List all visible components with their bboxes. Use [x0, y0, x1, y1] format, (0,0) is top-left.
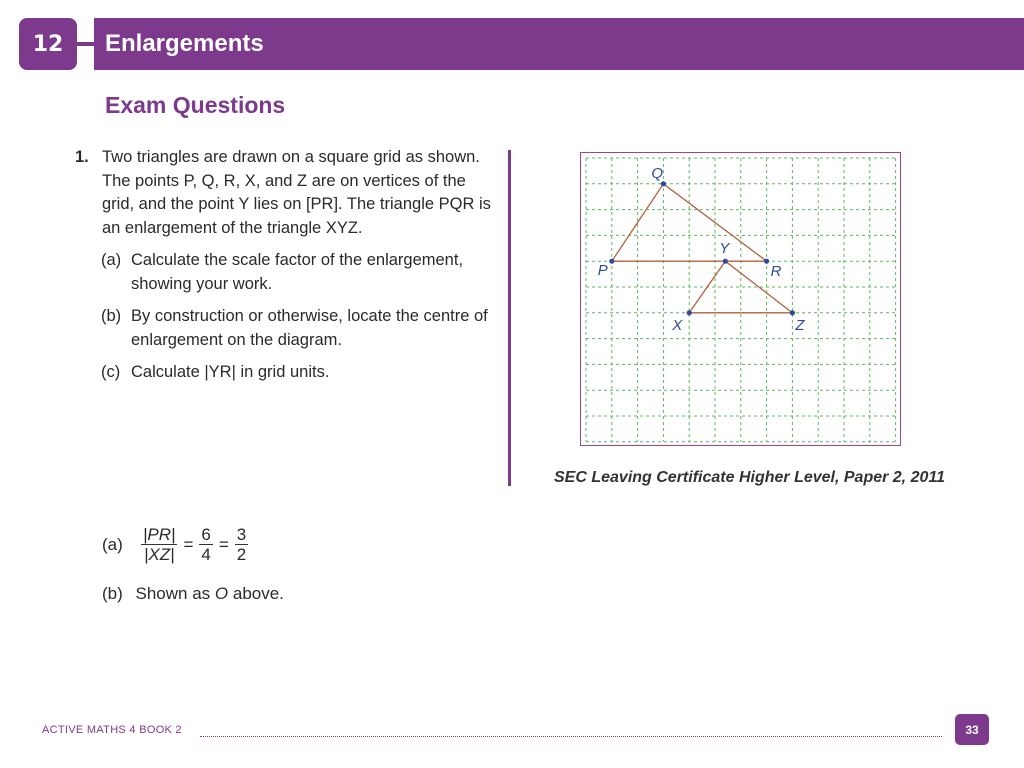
chapter-title-bar [94, 18, 1024, 70]
page-number: 33 [955, 714, 989, 745]
part-label: (b) [101, 307, 122, 325]
point-x [687, 310, 692, 315]
point-r [764, 259, 769, 264]
fraction-denominator: |XZ| [143, 545, 175, 564]
question-text: Two triangles are drawn on a square grid as shown. The points P, Q, R, X, and Z are on vertices of the grid, and the point Y lies on [PR]. The triangle PQR is an enlargement of the triangle XYZ. [102, 148, 491, 237]
point-p [609, 259, 614, 264]
equals-sign: = [183, 534, 194, 554]
triangle-grid-diagram [580, 152, 901, 446]
answer-b [102, 584, 284, 604]
question-number: 1. [75, 148, 89, 166]
part-label: (c) [101, 363, 121, 381]
label-x: X [672, 316, 683, 334]
answer-b-pre: Shown as [135, 584, 215, 603]
answer-b-post: above. [228, 584, 284, 603]
part-text: Calculate |YR| in grid units. [131, 363, 330, 381]
label-q: Q [651, 164, 664, 182]
answer-label: (b) [102, 584, 123, 603]
point-y [723, 259, 728, 264]
chapter-number: 12 [19, 18, 77, 70]
column-divider [508, 150, 511, 486]
part-text: Calculate the scale factor of the enlargement, showing your work. [131, 251, 464, 293]
answer-a [102, 525, 284, 564]
part-text: By construction or otherwise, locate the centre of enlargement on the diagram. [131, 307, 488, 349]
fraction-pr-xz [141, 525, 177, 564]
footer-dotted-line [200, 736, 942, 737]
label-y: Y [719, 240, 730, 258]
question-part-c [101, 361, 495, 385]
point-q [661, 181, 666, 186]
answer-b-o: O [214, 584, 229, 603]
point-z [790, 310, 795, 315]
question-part-a [101, 249, 495, 296]
equals-sign: = [218, 534, 229, 554]
question-part-b [101, 305, 495, 352]
diagram-svg [581, 153, 900, 445]
section-title: Exam Questions [105, 92, 286, 118]
question-1 [75, 146, 495, 385]
part-label: (a) [101, 251, 122, 269]
fraction-numerator: 3 [236, 525, 247, 544]
answers [102, 525, 284, 604]
label-z: Z [795, 316, 805, 334]
chapter-title: Enlargements [105, 30, 264, 57]
footer-book-title: ACTIVE MATHS 4 BOOK 2 [42, 724, 182, 736]
chapter-connector [76, 42, 94, 46]
answer-label: (a) [102, 534, 123, 554]
label-p: P [597, 262, 608, 280]
fraction-denominator: 2 [236, 545, 247, 564]
fraction-denominator: 4 [201, 545, 211, 564]
fraction-6-4 [199, 525, 212, 564]
label-r: R [770, 263, 782, 281]
fraction-numerator: |PR| [143, 525, 176, 544]
fraction-3-2 [235, 525, 248, 564]
source-citation: SEC Leaving Certificate Higher Level, Paper 2, 2011 [554, 469, 945, 486]
fraction-numerator: 6 [201, 525, 211, 544]
